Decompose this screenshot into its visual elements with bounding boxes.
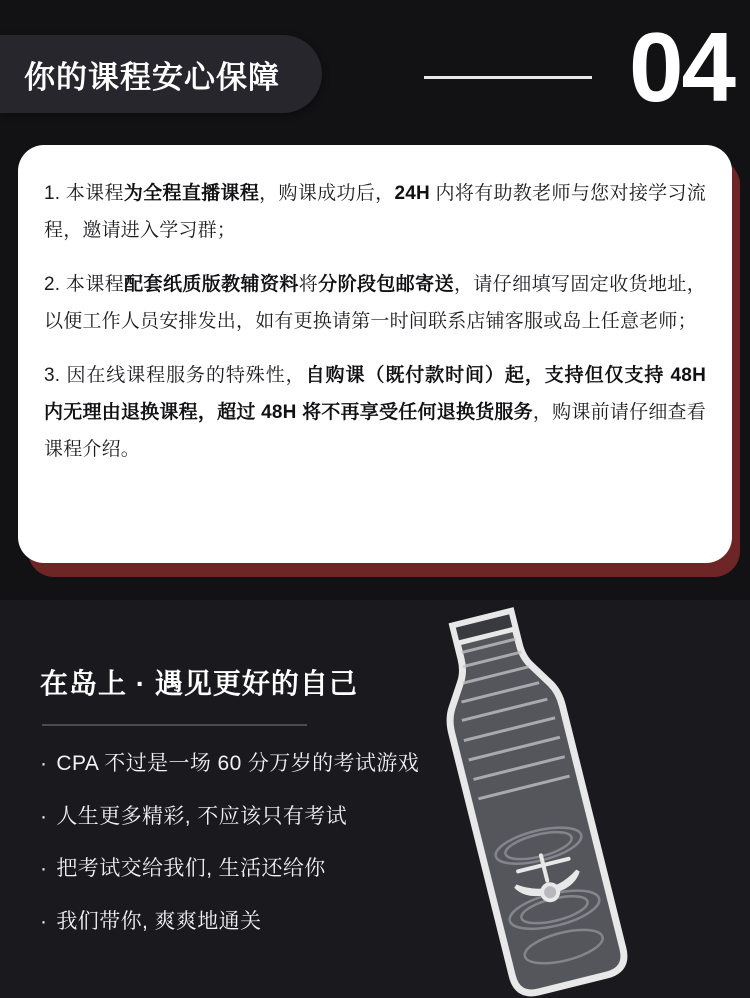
slogan-content (0, 600, 750, 938)
slogan-list-item (40, 853, 750, 886)
item-3-run-1: 自购课（既付款时间）起，支持但仅支持 48H 内无理由退换课程，超过 48H 将不再享受任何退换货服务 (44, 365, 706, 424)
slogan-list-item-label: CPA 不过是一场 60 分万岁的考试游戏 (56, 752, 420, 775)
item-2-run-0: 2. 本课程 (44, 274, 125, 296)
slogan-section (0, 600, 750, 998)
slogan-list-item (40, 906, 750, 939)
guarantee-item-2 (44, 266, 706, 340)
item-2-run-2: 将 (298, 274, 319, 296)
page-title: 你的课程安心保障 (24, 59, 280, 95)
item-1-run-2: ，购课成功后， (259, 183, 395, 204)
bullet-dot-icon: · (40, 752, 48, 775)
slogan-divider (42, 724, 307, 726)
item-2-run-1: 配套纸质版教辅资料 (124, 274, 299, 296)
item-3-run-2: ，购课前请仔细查看课程介绍。 (44, 402, 706, 461)
guarantee-item-3 (44, 357, 706, 468)
bullet-dot-icon: · (40, 857, 48, 881)
section-number: 04 (628, 12, 734, 122)
item-1-run-3: 24H (394, 183, 430, 204)
slogan-list (40, 748, 750, 938)
slogan-list-item (40, 748, 750, 781)
item-1-run-4: 内将有助教老师与您对接学习流程，邀请进入学习群； (44, 183, 707, 242)
guarantee-card-wrap (18, 145, 732, 563)
slogan-list-item-label: 我们带你, 爽爽地通关 (56, 909, 262, 933)
slogan-list-item-label: 把考试交给我们, 生活还给你 (56, 857, 326, 881)
item-3-run-0: 3. 因在线课程服务的特殊性， (44, 365, 306, 387)
slogan-list-item (40, 801, 750, 834)
bullet-dot-icon: · (40, 804, 48, 828)
item-1-run-1: 为全程直播课程 (123, 183, 260, 204)
slogan-title: 在岛上 · 遇见更好的自己 (40, 668, 358, 699)
item-2-run-3: 分阶段包邮寄送 (318, 274, 454, 296)
header-divider (424, 76, 592, 79)
guarantee-item-1 (44, 175, 706, 249)
item-2-run-4: ，请仔细填写固定收货地址，以便工作人员安排发出，如有更换请第一时间联系店铺客服或岛上任意老师； (44, 274, 707, 333)
guarantee-card (18, 145, 732, 563)
section-title-pill (0, 35, 322, 113)
bullet-dot-icon: · (40, 909, 48, 933)
section-header (0, 0, 750, 145)
item-1-run-0: 1. 本课程 (44, 183, 124, 204)
slogan-list-item-label: 人生更多精彩, 不应该只有考试 (56, 804, 348, 828)
